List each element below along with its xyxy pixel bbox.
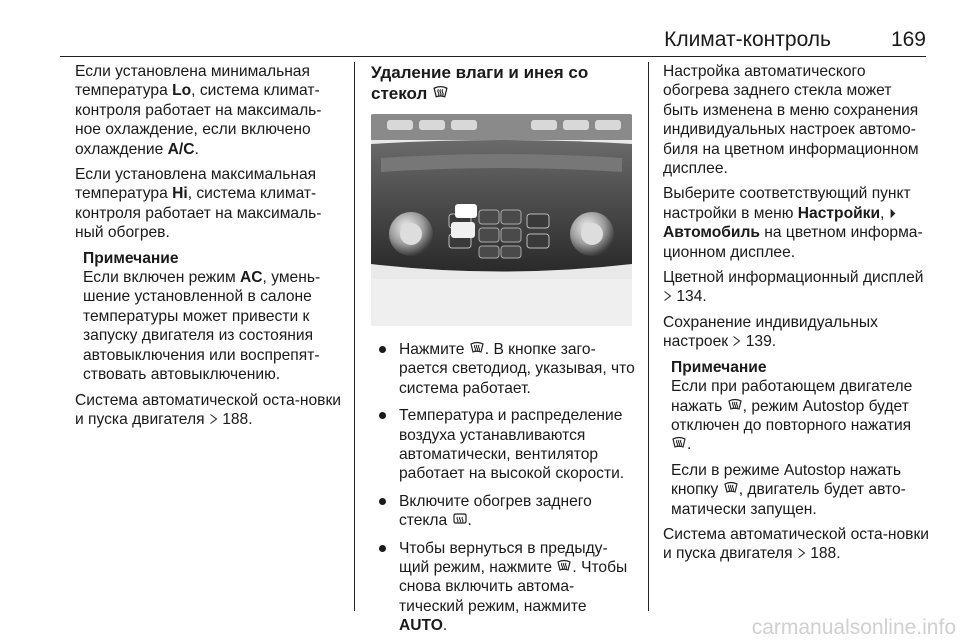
paragraph-personal-ref: Сохранение индивидуальных настроек 139. [663, 313, 878, 351]
section-heading: Удаление влаги и инея со стекол [371, 63, 589, 103]
paragraph-menu: Выберите соответствующий пункт настройки в меню Настройки, Автомобиль на цветном информа-ционном дисплее. [663, 185, 923, 261]
page-ref-icon [732, 334, 741, 348]
list-item: Включите обогрев заднего стекла . [371, 492, 637, 531]
page-header [60, 26, 926, 57]
note-block [663, 358, 931, 519]
defrost-icon [727, 397, 743, 413]
rear-window-heating-icon [452, 511, 468, 527]
note-title: Примечание [83, 249, 179, 267]
page-ref-link[interactable]: 139. [745, 333, 777, 351]
page-ref-link[interactable]: 134. [676, 288, 707, 306]
page-ref-icon [797, 546, 806, 560]
list-item: Температура и распределение воздуха устанавливаются автоматически, вентилятор работает на высокой скорости. [371, 406, 637, 484]
paragraph-autostop: Система автоматической оста-новки и пуска двигателя 188. [75, 391, 341, 428]
defrost-icon [432, 84, 449, 101]
watermark: carmanualsonline.info [751, 616, 956, 639]
instruction-list [371, 340, 637, 636]
page-ref-icon [209, 412, 218, 426]
defrost-icon [469, 340, 485, 356]
menu-arrow-icon [889, 207, 897, 220]
column-divider [648, 62, 649, 611]
note-block [75, 249, 347, 385]
defrost-icon [723, 480, 739, 496]
note-text: Если включен режим AC, умень-шение установленной в салоне температуры может привести к запуску двигателя из состояния автовыключения или воспрепят-ствовать автовыключению. [83, 269, 321, 384]
paragraph-lo: Если установлена минимальная температура Lo, система климат-контроля работает на максималь-ное охлаждение, если включено охлаждение A/C. [75, 63, 322, 158]
climate-panel-photo [371, 114, 632, 326]
note-text: Если в режиме Autostop нажать кнопку , двигатель будет авто-матически запущен. [671, 461, 906, 518]
paragraph-autostop: Система автоматической оста-новки и пуска двигателя 188. [663, 525, 929, 563]
column-divider [354, 62, 355, 611]
note-text: Если при работающем двигателе нажать , режим Autostop будет отключен до повторного нажатия . [671, 378, 913, 454]
climate-panel-image [371, 114, 632, 326]
paragraph-settings: Настройка автоматического обогрева заднего стекла может быть изменена в меню сохранения индивидуальных настроек автомо-биля на цветном информационном дисплее. [663, 63, 919, 178]
column-left [75, 62, 347, 435]
column-right [663, 62, 931, 570]
page-ref-link[interactable]: 188. [222, 410, 253, 428]
page-ref-link[interactable]: 188. [810, 545, 841, 563]
note-title: Примечание [671, 358, 767, 376]
paragraph-display-ref: Цветной информационный дисплей 134. [663, 269, 924, 306]
page-ref-icon [663, 289, 672, 303]
column-middle [371, 62, 637, 644]
list-item: Нажмите . В кнопке заго-рается светодиод, указывая, что система работает. [371, 340, 637, 398]
paragraph-hi: Если установлена максимальная температура Hi, система климат-контроля работает на максималь-ный обогрев. [75, 166, 322, 242]
page-title: Климат-контроль [664, 28, 831, 51]
list-item: Чтобы вернуться в предыду-щий режим, нажмите . Чтобы снова включить автома-тический режим, нажмите AUTO. [371, 539, 637, 636]
page-number: 169 [890, 28, 926, 51]
defrost-icon [556, 558, 572, 574]
defrost-icon [671, 435, 687, 451]
